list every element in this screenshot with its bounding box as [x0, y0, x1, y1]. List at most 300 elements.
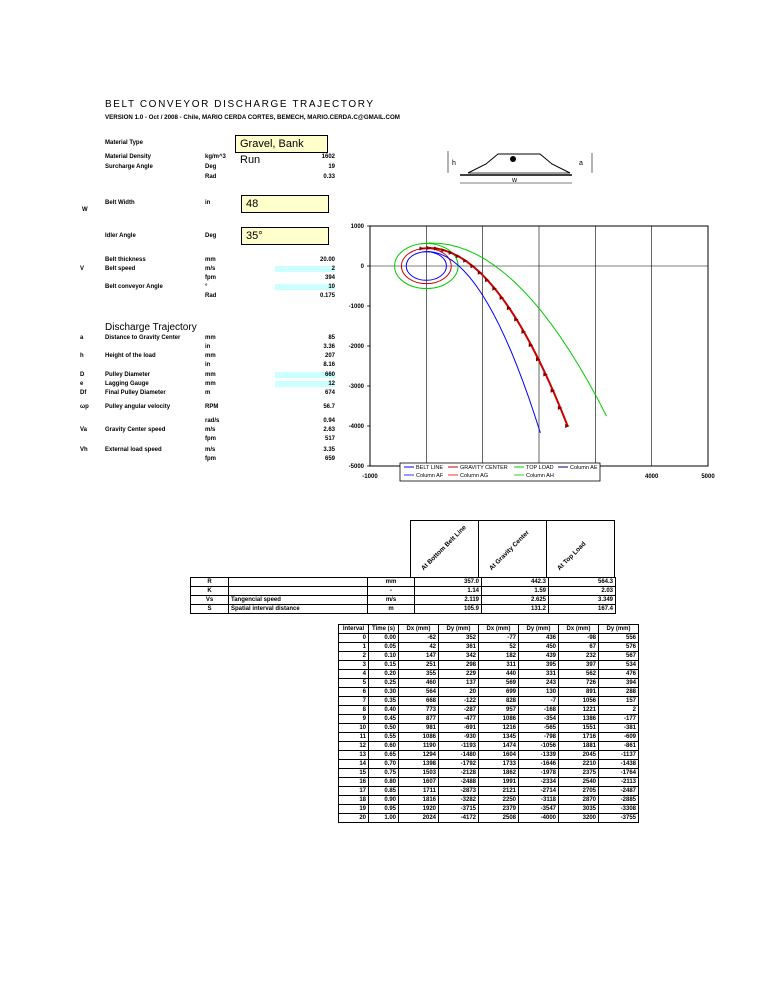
param-value: 19 [328, 164, 335, 170]
table-cell: 2540 [559, 778, 599, 787]
y-tick-label: -4000 [348, 424, 364, 430]
table-cell: 8 [339, 706, 369, 715]
table-row [339, 670, 639, 679]
table-cell: 2121 [479, 787, 519, 796]
table-cell: 1733 [479, 760, 519, 769]
table-cell: 18 [339, 796, 369, 805]
table-row [339, 697, 639, 706]
table-cell: -177 [599, 715, 639, 724]
table-cell: 2379 [479, 805, 519, 814]
summary-cell [229, 587, 368, 596]
param-unit: kg/m^3 [205, 154, 226, 160]
summary-cell: - [368, 587, 415, 596]
table-cell: 576 [599, 643, 639, 652]
table-cell: -861 [599, 742, 639, 751]
section-title: Discharge Trajectory [105, 322, 197, 333]
table-header-cell: Dy (mm) [599, 625, 639, 634]
table-cell: 7 [339, 697, 369, 706]
belt-width-label: Belt Width [105, 200, 135, 206]
table-cell: 0.00 [369, 634, 399, 643]
table-row [339, 652, 639, 661]
param-value: 20.00 [319, 257, 335, 263]
summary-headers [190, 520, 616, 577]
param-symbol: Vh [80, 447, 88, 453]
param-label: Belt conveyor Angle [105, 284, 163, 290]
a-label: a [579, 160, 583, 167]
belt-width-input[interactable]: 48 [241, 195, 329, 213]
table-header-cell: Dy (mm) [519, 625, 559, 634]
table-cell: -4000 [519, 814, 559, 823]
table-cell: -4172 [439, 814, 479, 823]
table-cell: -122 [439, 697, 479, 706]
table-cell: -930 [439, 733, 479, 742]
table-cell: -2113 [599, 778, 639, 787]
table-cell: 311 [479, 661, 519, 670]
table-cell: 1.00 [369, 814, 399, 823]
param-label: Surcharge Angle [105, 164, 153, 170]
table-cell: 2870 [559, 796, 599, 805]
table-cell: 19 [339, 805, 369, 814]
param-unit: Deg [205, 164, 217, 170]
summary-header-cell [546, 520, 615, 578]
legend-label: TOP LOAD [526, 465, 554, 471]
table-cell: -98 [559, 634, 599, 643]
table-cell: -1438 [599, 760, 639, 769]
summary-cell: 131.2 [482, 605, 549, 614]
param-symbol: Va [80, 427, 88, 433]
param-label: Pulley Diameter [105, 372, 151, 378]
param-unit: Rad [205, 174, 217, 180]
table-cell: 147 [399, 652, 439, 661]
table-cell: 569 [479, 679, 519, 688]
param-unit: fpm [205, 275, 216, 281]
h-label: h [452, 160, 456, 167]
table-cell: 699 [479, 688, 519, 697]
table-row [339, 688, 639, 697]
table-cell: 1551 [559, 724, 599, 733]
table-cell: 1086 [479, 715, 519, 724]
table-cell: 0.60 [369, 742, 399, 751]
table-cell: 6 [339, 688, 369, 697]
trajectory-table-section [338, 624, 639, 823]
table-cell: 460 [399, 679, 439, 688]
table-header-row [339, 625, 639, 634]
table-header-cell: Dx (mm) [479, 625, 519, 634]
table-cell: 5 [339, 679, 369, 688]
table-cell: 2210 [559, 760, 599, 769]
table-row [339, 796, 639, 805]
table-cell: 0.70 [369, 760, 399, 769]
table-cell: 0.25 [369, 679, 399, 688]
table-header-cell: Interval [339, 625, 369, 634]
param-unit: mm [205, 381, 216, 387]
table-cell: 476 [599, 670, 639, 679]
table-cell: 1607 [399, 778, 439, 787]
param-value: 3.36 [323, 344, 335, 350]
summary-row [191, 596, 616, 605]
table-cell: 4 [339, 670, 369, 679]
param-value[interactable]: 660 [275, 372, 335, 378]
idler-angle-label: Idler Angle [105, 233, 136, 239]
table-cell: 1345 [479, 733, 519, 742]
table-row [339, 706, 639, 715]
table-cell: 0.75 [369, 769, 399, 778]
table-cell: -798 [519, 733, 559, 742]
table-header-cell: Time (s) [369, 625, 399, 634]
param-label: Height of the load [105, 353, 156, 359]
table-header-cell: Dy (mm) [439, 625, 479, 634]
table-cell: -1792 [439, 760, 479, 769]
table-row [339, 814, 639, 823]
table-cell: 0.35 [369, 697, 399, 706]
table-cell: 439 [519, 652, 559, 661]
material-type-input[interactable]: Gravel, Bank Run [235, 135, 328, 153]
summary-header-label: At Gravity Center [488, 529, 531, 572]
param-symbol: a [80, 335, 84, 341]
param-unit: in [205, 362, 211, 368]
table-cell: 0.10 [369, 652, 399, 661]
table-cell: -3547 [519, 805, 559, 814]
legend-label: Column AH [526, 473, 554, 479]
summary-row [191, 578, 616, 587]
summary-cell: 2.03 [549, 587, 616, 596]
table-cell: 1294 [399, 751, 439, 760]
y-tick-label: -1000 [348, 304, 364, 310]
table-cell: -1339 [519, 751, 559, 760]
table-row [339, 661, 639, 670]
table-cell: 394 [599, 679, 639, 688]
table-cell: 0.50 [369, 724, 399, 733]
table-cell: -77 [479, 634, 519, 643]
table-cell: -565 [519, 724, 559, 733]
table-cell: 11 [339, 733, 369, 742]
param-label: Distance to Gravity Center [105, 335, 181, 341]
summary-cell: R [191, 578, 229, 587]
legend-label: BELT LINE [416, 465, 444, 471]
table-row [339, 778, 639, 787]
table-cell: 355 [399, 670, 439, 679]
table-cell: 352 [439, 634, 479, 643]
table-cell: -1056 [519, 742, 559, 751]
table-cell: 1604 [479, 751, 519, 760]
param-value: 674 [324, 390, 335, 396]
table-cell: 17 [339, 787, 369, 796]
table-cell: 1216 [479, 724, 519, 733]
table-cell: 3200 [559, 814, 599, 823]
param-value[interactable]: 12 [275, 381, 335, 387]
table-cell: -2885 [599, 796, 639, 805]
trajectory-table [338, 624, 639, 823]
table-cell: 331 [519, 670, 559, 679]
table-cell: 52 [479, 643, 519, 652]
table-cell: 288 [599, 688, 639, 697]
y-tick-label: 0 [360, 264, 364, 270]
table-row [339, 643, 639, 652]
x-tick-label: 5000 [701, 474, 715, 480]
table-cell: 0.65 [369, 751, 399, 760]
table-header-cell: Dx (mm) [399, 625, 439, 634]
table-cell: 2 [599, 706, 639, 715]
summary-cell: 1.14 [415, 587, 482, 596]
load-profile [468, 154, 570, 173]
param-label: Belt thickness [105, 257, 146, 263]
table-cell: -1480 [439, 751, 479, 760]
table-cell: 182 [479, 652, 519, 661]
table-cell: 0.45 [369, 715, 399, 724]
summary-row [191, 605, 616, 614]
table-cell: 397 [559, 661, 599, 670]
table-cell: 232 [559, 652, 599, 661]
table-cell: -1978 [519, 769, 559, 778]
table-cell: 1991 [479, 778, 519, 787]
table-cell: 891 [559, 688, 599, 697]
param-unit: m/s [205, 427, 216, 433]
param-unit: mm [205, 372, 216, 378]
table-cell: 773 [399, 706, 439, 715]
param-unit: mm [205, 335, 216, 341]
table-cell: 243 [519, 679, 559, 688]
summary-header-label: At Bottom Belt Line [420, 524, 468, 572]
table-cell: 0.55 [369, 733, 399, 742]
param-unit: RPM [205, 404, 219, 410]
table-cell: -609 [599, 733, 639, 742]
table-cell: 0.15 [369, 661, 399, 670]
page-title: BELT CONVEYOR DISCHARGE TRAJECTORY [105, 99, 375, 110]
summary-header-cell [410, 520, 479, 578]
table-cell: -7 [519, 697, 559, 706]
table-row [339, 805, 639, 814]
table-cell: 15 [339, 769, 369, 778]
table-cell: 1056 [559, 697, 599, 706]
summary-cell: 105.9 [415, 605, 482, 614]
table-cell: -2488 [439, 778, 479, 787]
table-cell: 2024 [399, 814, 439, 823]
table-cell: 20 [339, 814, 369, 823]
table-cell: 1862 [479, 769, 519, 778]
belt-width-symbol: W [82, 207, 88, 213]
table-cell: 361 [439, 643, 479, 652]
w-label: w [512, 177, 518, 184]
table-row [339, 751, 639, 760]
table-cell: 567 [599, 652, 639, 661]
param-value: 2.63 [323, 427, 335, 433]
table-cell: -2334 [519, 778, 559, 787]
y-tick-label: -5000 [348, 464, 364, 470]
param-value: 517 [324, 436, 335, 442]
param-value: 207 [324, 353, 335, 359]
table-cell: 2045 [559, 751, 599, 760]
table-cell: 0.90 [369, 796, 399, 805]
table-cell: 562 [559, 670, 599, 679]
param-unit: in [205, 344, 211, 350]
param-symbol: D [80, 372, 85, 378]
table-cell: 1474 [479, 742, 519, 751]
table-row [339, 760, 639, 769]
table-cell: 440 [479, 670, 519, 679]
table-cell: 13 [339, 751, 369, 760]
summary-cell: mm [368, 578, 415, 587]
table-cell: 137 [439, 679, 479, 688]
x-tick-label: 4000 [644, 474, 659, 480]
table-cell: 534 [599, 661, 639, 670]
table-cell: 42 [399, 643, 439, 652]
gravity-center-dot [510, 156, 516, 162]
param-value: 56.7 [323, 404, 335, 410]
param-value: 0.175 [319, 293, 335, 299]
param-value: 394 [324, 275, 335, 281]
table-cell: -381 [599, 724, 639, 733]
param-label: Material Density [105, 154, 152, 160]
param-unit: m/s [205, 266, 216, 272]
table-cell: 1711 [399, 787, 439, 796]
summary-cell [229, 578, 368, 587]
table-cell: 556 [599, 634, 639, 643]
idler-angle-unit: Deg [205, 233, 217, 239]
table-cell: 1920 [399, 805, 439, 814]
table-cell: 1816 [399, 796, 439, 805]
table-row [339, 634, 639, 643]
table-cell: 342 [439, 652, 479, 661]
table-cell: -3308 [599, 805, 639, 814]
param-symbol: Df [80, 390, 87, 396]
table-cell: 1086 [399, 733, 439, 742]
table-cell: 12 [339, 742, 369, 751]
param-unit: ° [205, 284, 208, 290]
summary-cell: m/s [368, 596, 415, 605]
page-subtitle: VERSION 1.0 - Oct / 2008 - Chile, MARIO CERDA CORTES, BEMECH, MARIO.CERDA.C@GMAIL.COM [105, 114, 400, 121]
param-value: 0.33 [323, 174, 335, 180]
table-cell: -2714 [519, 787, 559, 796]
legend-label: GRAVITY CENTER [460, 465, 508, 471]
table-cell: 726 [559, 679, 599, 688]
param-unit: mm [205, 353, 216, 359]
summary-cell: m [368, 605, 415, 614]
param-value[interactable]: 10 [275, 284, 335, 290]
param-label: Pulley angular velocity [105, 404, 171, 410]
summary-cell: S [191, 605, 229, 614]
table-cell: 981 [399, 724, 439, 733]
table-header-cell: Dx (mm) [559, 625, 599, 634]
material-type-label: Material Type [105, 140, 143, 146]
summary-table [190, 577, 616, 614]
table-cell: 3 [339, 661, 369, 670]
param-symbol: h [80, 353, 84, 359]
param-symbol: e [80, 381, 84, 387]
table-cell: -354 [519, 715, 559, 724]
table-cell: -1137 [599, 751, 639, 760]
legend-label: Column AE [570, 465, 598, 471]
summary-section [190, 520, 616, 614]
table-cell: 0.20 [369, 670, 399, 679]
table-cell: 2508 [479, 814, 519, 823]
table-row [339, 679, 639, 688]
table-cell: -2487 [599, 787, 639, 796]
table-cell: -477 [439, 715, 479, 724]
table-cell: 1398 [399, 760, 439, 769]
param-unit: Rad [205, 293, 217, 299]
table-cell: 0.85 [369, 787, 399, 796]
table-cell: 828 [479, 697, 519, 706]
table-cell: 157 [599, 697, 639, 706]
summary-cell: 2.625 [482, 596, 549, 605]
param-unit: m [205, 390, 211, 396]
table-cell: 3035 [559, 805, 599, 814]
param-value: 1602 [321, 154, 335, 160]
table-cell: 0.05 [369, 643, 399, 652]
table-cell: 1716 [559, 733, 599, 742]
table-row [339, 787, 639, 796]
table-row [339, 724, 639, 733]
param-symbol: V [80, 266, 85, 272]
table-cell: 0.80 [369, 778, 399, 787]
param-label: Belt speed [105, 266, 136, 272]
table-cell: 450 [519, 643, 559, 652]
idler-angle-input[interactable]: 35° [241, 227, 329, 245]
y-tick-label: 1000 [350, 224, 364, 230]
param-label: Gravity Center speed [105, 427, 166, 433]
table-cell: 957 [479, 706, 519, 715]
param-unit: m/s [205, 447, 216, 453]
table-row [339, 742, 639, 751]
summary-cell: K [191, 587, 229, 596]
summary-cell: 2.119 [415, 596, 482, 605]
param-value: 3.35 [323, 447, 335, 453]
summary-header-label: At Top Load [556, 540, 588, 572]
param-unit: fpm [205, 456, 216, 462]
summary-row [191, 587, 616, 596]
table-cell: 1386 [559, 715, 599, 724]
table-cell: -287 [439, 706, 479, 715]
table-cell: -1764 [599, 769, 639, 778]
summary-cell: 442.3 [482, 578, 549, 587]
table-cell: 668 [399, 697, 439, 706]
table-cell: 1221 [559, 706, 599, 715]
table-cell: 298 [439, 661, 479, 670]
table-cell: 0 [339, 634, 369, 643]
table-cell: -168 [519, 706, 559, 715]
table-cell: 1190 [399, 742, 439, 751]
param-value[interactable]: 2 [275, 266, 335, 272]
table-cell: 130 [519, 688, 559, 697]
table-cell: -3118 [519, 796, 559, 805]
summary-cell: Vs [191, 596, 229, 605]
param-value: 0.94 [323, 418, 335, 424]
param-symbol: ωp [80, 404, 89, 410]
table-cell: 16 [339, 778, 369, 787]
belt-width-unit: in [205, 200, 211, 206]
table-cell: 20 [439, 688, 479, 697]
table-cell: 1 [339, 643, 369, 652]
summary-cell: 167.4 [549, 605, 616, 614]
table-cell: 436 [519, 634, 559, 643]
param-label: Lagging Gauge [105, 381, 149, 387]
table-cell: -3715 [439, 805, 479, 814]
table-cell: 877 [399, 715, 439, 724]
table-cell: 564 [399, 688, 439, 697]
summary-cell: 357.0 [415, 578, 482, 587]
table-cell: 2 [339, 652, 369, 661]
param-label: Final Pulley Diameter [105, 390, 166, 396]
table-row [339, 769, 639, 778]
table-cell: 10 [339, 724, 369, 733]
table-cell: -1646 [519, 760, 559, 769]
table-cell: -62 [399, 634, 439, 643]
summary-cell: 3.349 [549, 596, 616, 605]
table-cell: 0.30 [369, 688, 399, 697]
table-cell: 1503 [399, 769, 439, 778]
table-cell: 0.95 [369, 805, 399, 814]
table-cell: 67 [559, 643, 599, 652]
